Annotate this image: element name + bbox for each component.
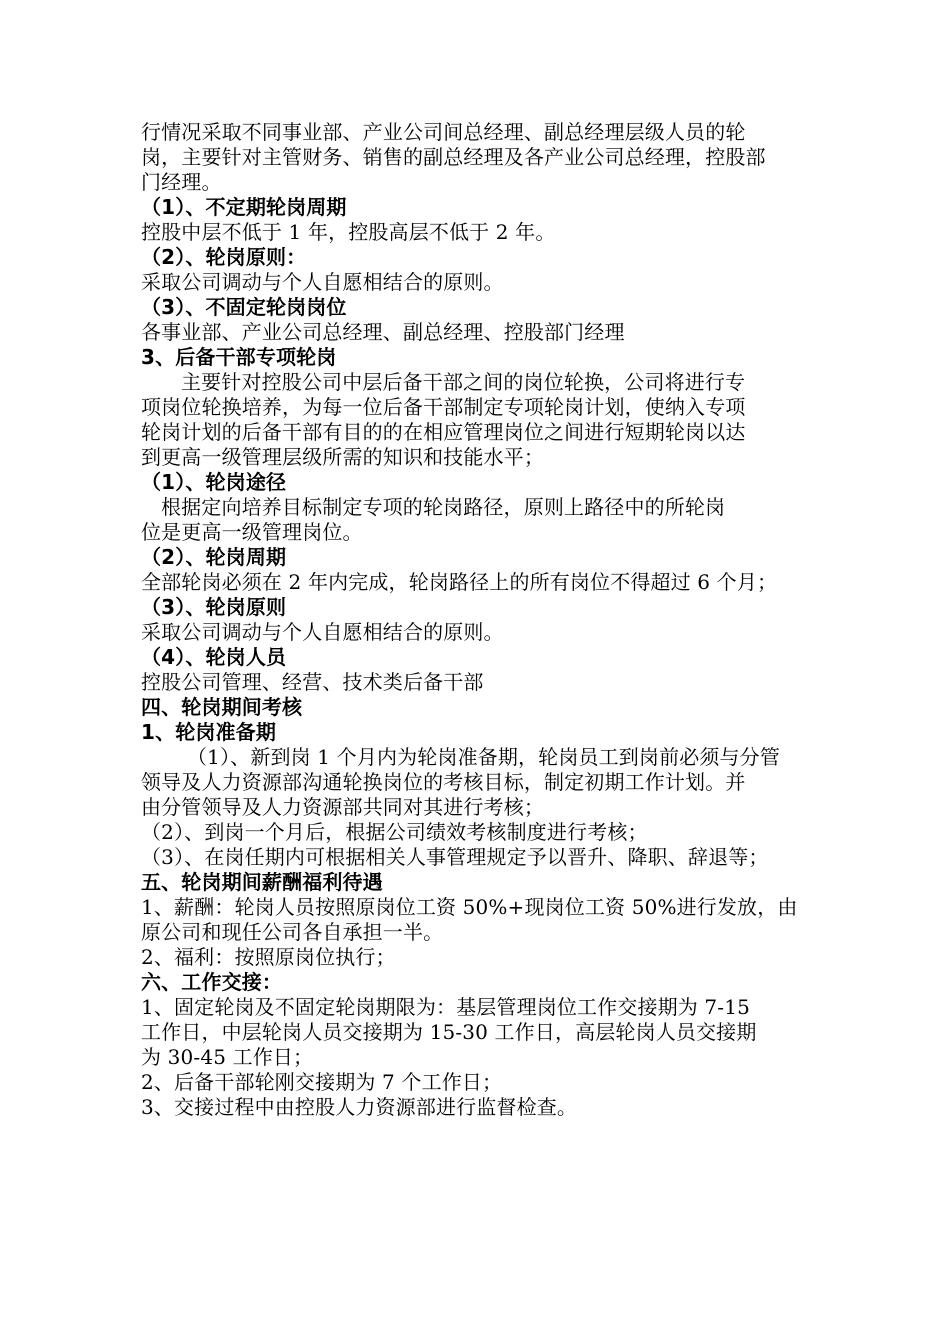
paragraph-line: 主要针对控股公司中层后备干部之间的岗位轮换，公司将进行专	[181, 370, 746, 394]
section-heading: 3、后备干部专项轮岗	[141, 345, 337, 369]
subsection-heading: （3）、不固定轮岗岗位	[141, 295, 347, 319]
chapter-heading: 五、轮岗期间薪酬福利待遇	[141, 870, 383, 894]
chapter-heading: 四、轮岗期间考核	[141, 695, 303, 719]
paragraph-line: 1、固定轮岗及不固定轮岗期限为：基层管理岗位工作交接期为 7-15	[141, 995, 750, 1019]
paragraph-line: 3、交接过程中由控股人力资源部进行监督检查。	[141, 1095, 578, 1119]
paragraph-line: 位是更高一级管理岗位。	[141, 520, 363, 544]
paragraph-line: 各事业部、产业公司总经理、副总经理、控股部门经理	[141, 320, 625, 344]
subsection-heading: （1）、轮岗途径	[141, 470, 287, 494]
paragraph-line: 原公司和现任公司各自承担一半。	[141, 920, 444, 944]
paragraph-line: 全部轮岗必须在 2 年内完成，轮岗路径上的所有岗位不得超过 6 个月；	[141, 570, 778, 594]
paragraph-line: 行情况采取不同事业部、产业公司间总经理、副总经理层级人员的轮	[141, 120, 746, 144]
subsection-heading: （1）、不定期轮岗周期	[141, 195, 347, 219]
document-page	[141, 120, 813, 1120]
paragraph-line: 控股中层不低于 1 年，控股高层不低于 2 年。	[141, 220, 556, 244]
section-heading: 1、轮岗准备期	[141, 720, 276, 744]
paragraph-line: 到更高一级管理层级所需的知识和技能水平；	[141, 445, 544, 469]
paragraph-line: （2）、到岗一个月后，根据公司绩效考核制度进行考核；	[141, 820, 648, 844]
paragraph-line: 由分管领导及人力资源部共同对其进行考核；	[141, 795, 544, 819]
paragraph-line: 2、福利：按照原岗位执行；	[141, 945, 396, 969]
paragraph-line: 为 30-45 工作日；	[141, 1045, 314, 1069]
subsection-heading: （3）、轮岗原则	[141, 595, 287, 619]
subsection-heading: （2）、轮岗周期	[141, 545, 287, 569]
paragraph-line: 工作日，中层轮岗人员交接期为 15-30 工作日，高层轮岗人员交接期	[141, 1020, 757, 1044]
paragraph-line: 轮岗计划的后备干部有目的的在相应管理岗位之间进行短期轮岗以达	[141, 420, 746, 444]
paragraph-line: 1、薪酬：轮岗人员按照原岗位工资 50%+现岗位工资 50%进行发放，由	[141, 895, 798, 919]
paragraph-line: 项岗位轮换培养，为每一位后备干部制定专项轮岗计划，使纳入专项	[141, 395, 746, 419]
paragraph-line: 采取公司调动与个人自愿相结合的原则。	[141, 620, 504, 644]
paragraph-line: 根据定向培养目标制定专项的轮岗路径，原则上路径中的所轮岗	[161, 495, 726, 519]
chapter-heading: 六、工作交接：	[141, 970, 283, 994]
paragraph-line: 岗，主要针对主管财务、销售的副总经理及各产业公司总经理，控股部	[141, 145, 766, 169]
paragraph-line: 2、后备干部轮刚交接期为 7 个工作日；	[141, 1070, 503, 1094]
paragraph-line: 控股公司管理、经营、技术类后备干部	[141, 670, 484, 694]
paragraph-line: （1）、新到岗 1 个月内为轮岗准备期，轮岗员工到岗前必须与分管	[187, 745, 780, 769]
paragraph-line: 门经理。	[141, 170, 222, 194]
subsection-heading: （2）、轮岗原则：	[141, 245, 307, 269]
paragraph-line: （3）、在岗任期内可根据相关人事管理规定予以晋升、降职、辞退等；	[141, 845, 769, 869]
subsection-heading: （4）、轮岗人员	[141, 645, 287, 669]
paragraph-line: 采取公司调动与个人自愿相结合的原则。	[141, 270, 504, 294]
paragraph-line: 领导及人力资源部沟通轮换岗位的考核目标，制定初期工作计划。并	[141, 770, 746, 794]
